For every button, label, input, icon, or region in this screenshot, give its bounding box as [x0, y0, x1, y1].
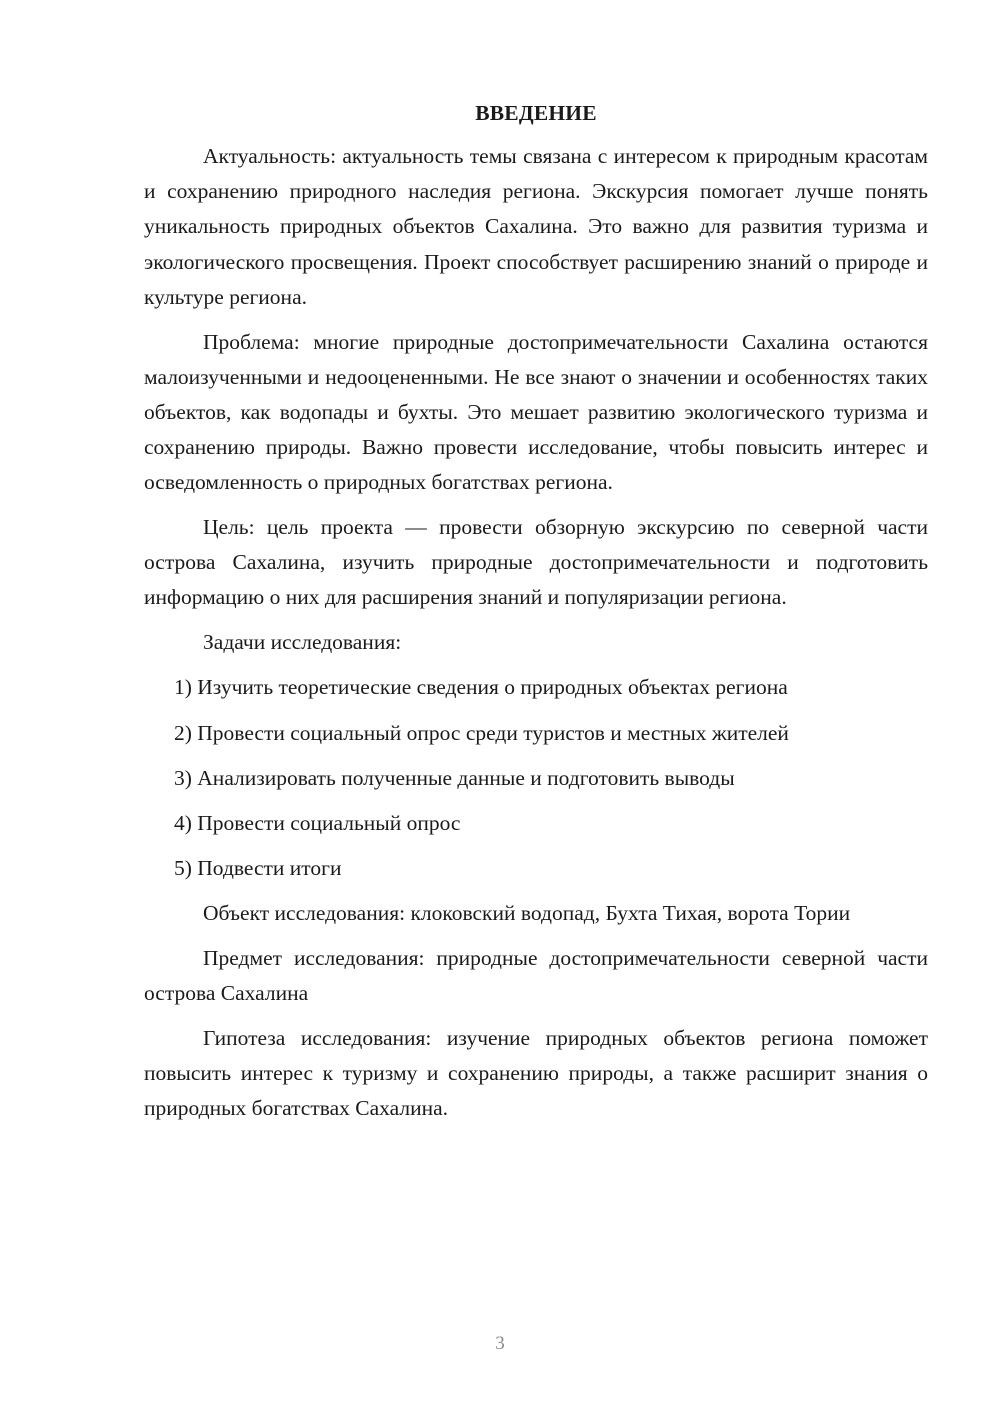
paragraph-hypothesis: Гипотеза исследования: изучение природных объектов региона поможет повысить интерес к туризму и сохранению природы, а также расширит знания о природных богатствах Сахалина.: [144, 1025, 928, 1121]
paragraph-relevance: Актуальность: актуальность темы связана с интересом к природным красотам и сохранению природного наследия региона. Экскурсия помогает лучше понять уникальность природных объектов Сахалина. Это важно для развития туризма и экологического просвещения. Проект способствует расширению знаний о природе и культуре региона.: [144, 144, 928, 309]
paragraph-goal: Цель: цель проекта — провести обзорную экскурсию по северной части острова Сахалина, изучить природные достопримечательности и подготовить информацию о них для расширения знаний и популяризации региона.: [144, 515, 928, 610]
paragraph-subject: Предмет исследования: природные достопримечательности северной части острова Сахалина: [144, 945, 928, 1006]
task-item: 4) Провести социальный опрос: [174, 810, 461, 835]
section-title: ВВЕДЕНИЕ: [475, 101, 597, 125]
task-item: 2) Провести социальный опрос среди туристов и местных жителей: [174, 720, 789, 745]
task-item: 5) Подвести итоги: [174, 856, 342, 881]
paragraph-problem: Проблема: многие природные достопримечательности Сахалина остаются малоизученными и недооцененными. Не все знают о значении и особенностях таких объектов, как водопады и бухты. Это мешает развитию экологического туризма и сохранению природы. Важно провести исследование, чтобы повысить интерес и осведомленность о природных богатствах региона.: [144, 329, 928, 495]
tasks-heading: Задачи исследования:: [203, 630, 402, 655]
task-item: 1) Изучить теоретические сведения о природных объектах региона: [174, 675, 788, 700]
document-page: [144, 96, 928, 1136]
paragraph-object: Объект исследования: клоковский водопад, Бухта Тихая, ворота Тории: [203, 901, 851, 926]
page-number: 3: [495, 1333, 505, 1354]
task-item: 3) Анализировать полученные данные и подготовить выводы: [174, 765, 735, 790]
